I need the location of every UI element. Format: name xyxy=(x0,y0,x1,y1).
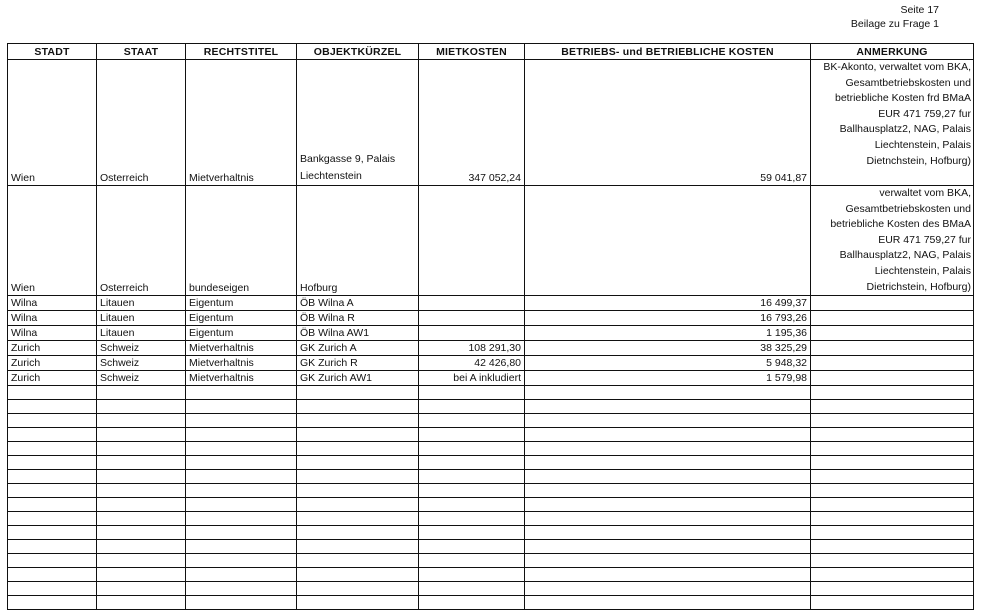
empty-cell xyxy=(97,470,186,484)
empty-cell xyxy=(525,386,811,400)
empty-row xyxy=(8,456,974,470)
cell-staat: Schweiz xyxy=(97,341,186,356)
empty-row xyxy=(8,414,974,428)
empty-cell xyxy=(186,554,297,568)
cell-staat: Litauen xyxy=(97,311,186,326)
empty-cell xyxy=(297,498,419,512)
empty-cell xyxy=(97,428,186,442)
empty-cell xyxy=(97,582,186,596)
cell-anmerkung: verwaltet vom BKA, Gesamtbetriebskosten und betriebliche Kosten des BMaA EUR 471 759,27 fur Ballhausplatz2, NAG, Palais Liechtenstein, Palais Dietrichstein, Hofburg) xyxy=(811,186,974,296)
empty-cell xyxy=(297,400,419,414)
empty-cell xyxy=(186,442,297,456)
cell-stadt: Zurich xyxy=(8,371,97,386)
empty-cell xyxy=(811,512,974,526)
empty-cell xyxy=(297,568,419,582)
empty-row xyxy=(8,554,974,568)
cell-mietkosten xyxy=(419,296,525,311)
empty-cell xyxy=(811,596,974,610)
empty-cell xyxy=(419,470,525,484)
cell-betriebskosten: 1 579,98 xyxy=(525,371,811,386)
empty-cell xyxy=(811,400,974,414)
empty-cell xyxy=(525,442,811,456)
empty-cell xyxy=(8,428,97,442)
cell-anmerkung xyxy=(811,311,974,326)
empty-cell xyxy=(297,428,419,442)
col-header-betriebskosten: BETRIEBS- und BETRIEBLICHE KOSTEN xyxy=(525,44,811,60)
empty-cell xyxy=(419,414,525,428)
cell-mietkosten: 42 426,80 xyxy=(419,356,525,371)
empty-cell xyxy=(811,470,974,484)
empty-cell xyxy=(186,428,297,442)
empty-cell xyxy=(297,456,419,470)
empty-cell xyxy=(186,596,297,610)
empty-cell xyxy=(525,428,811,442)
empty-cell xyxy=(297,554,419,568)
page-number: Seite 17 xyxy=(900,4,939,16)
empty-cell xyxy=(97,540,186,554)
empty-cell xyxy=(811,442,974,456)
empty-cell xyxy=(419,400,525,414)
attachment-label: Beilage zu Frage 1 xyxy=(850,18,939,30)
cell-mietkosten: bei A inkludiert xyxy=(419,371,525,386)
empty-row xyxy=(8,582,974,596)
cell-betriebskosten xyxy=(525,186,811,296)
empty-cell xyxy=(8,498,97,512)
empty-cell xyxy=(8,526,97,540)
cell-stadt: Zurich xyxy=(8,356,97,371)
empty-cell xyxy=(97,568,186,582)
cell-rechtstitel: bundeseigen xyxy=(186,186,297,296)
empty-cell xyxy=(8,414,97,428)
cell-rechtstitel: Eigentum xyxy=(186,311,297,326)
empty-cell xyxy=(97,554,186,568)
cell-rechtstitel: Eigentum xyxy=(186,326,297,341)
empty-cell xyxy=(811,582,974,596)
empty-cell xyxy=(525,512,811,526)
empty-cell xyxy=(97,456,186,470)
empty-cell xyxy=(97,512,186,526)
cell-staat: Osterreich xyxy=(97,186,186,296)
cell-objekt: Bankgasse 9, Palais Liechtenstein xyxy=(297,60,419,186)
empty-cell xyxy=(419,386,525,400)
empty-cell xyxy=(419,456,525,470)
empty-cell xyxy=(186,470,297,484)
cell-objekt: GK Zurich AW1 xyxy=(297,371,419,386)
empty-row xyxy=(8,512,974,526)
empty-cell xyxy=(297,540,419,554)
empty-cell xyxy=(186,386,297,400)
empty-cell xyxy=(8,484,97,498)
table-row xyxy=(8,186,974,296)
cell-anmerkung: BK-Akonto, verwaltet vom BKA, Gesamtbetriebskosten und betriebliche Kosten frd BMaA EUR 471 759,27 fur Ballhausplatz2, NAG, Palais Liechtenstein, Palais Dietnchstein, Hofburg) xyxy=(811,60,974,186)
cell-anmerkung xyxy=(811,341,974,356)
empty-cell xyxy=(97,484,186,498)
empty-cell xyxy=(419,512,525,526)
empty-cell xyxy=(186,400,297,414)
empty-cell xyxy=(297,582,419,596)
col-header-objektkuerzel: OBJEKTKÜRZEL xyxy=(297,44,419,60)
cell-betriebskosten: 1 195,36 xyxy=(525,326,811,341)
empty-cell xyxy=(419,498,525,512)
empty-cell xyxy=(811,568,974,582)
cell-objekt: ÖB Wilna A xyxy=(297,296,419,311)
empty-cell xyxy=(186,526,297,540)
empty-cell xyxy=(419,582,525,596)
col-header-rechtstitel: RECHTSTITEL xyxy=(186,44,297,60)
empty-cell xyxy=(811,456,974,470)
empty-cell xyxy=(8,400,97,414)
empty-cell xyxy=(811,414,974,428)
cell-rechtstitel: Eigentum xyxy=(186,296,297,311)
cell-mietkosten xyxy=(419,326,525,341)
empty-cell xyxy=(8,554,97,568)
empty-cell xyxy=(97,386,186,400)
cell-staat: Litauen xyxy=(97,326,186,341)
empty-row xyxy=(8,428,974,442)
empty-cell xyxy=(811,428,974,442)
empty-cell xyxy=(419,596,525,610)
cell-objekt: GK Zurich R xyxy=(297,356,419,371)
cell-rechtstitel: Mietverhaltnis xyxy=(186,341,297,356)
empty-cell xyxy=(8,582,97,596)
empty-cell xyxy=(811,484,974,498)
empty-cell xyxy=(419,554,525,568)
empty-cell xyxy=(297,526,419,540)
empty-cell xyxy=(8,456,97,470)
table-row xyxy=(8,296,974,311)
empty-cell xyxy=(419,428,525,442)
empty-cell xyxy=(186,568,297,582)
empty-cell xyxy=(97,526,186,540)
empty-row xyxy=(8,484,974,498)
empty-cell xyxy=(186,484,297,498)
cell-betriebskosten: 16 499,37 xyxy=(525,296,811,311)
empty-cell xyxy=(8,568,97,582)
empty-cell xyxy=(525,470,811,484)
empty-cell xyxy=(419,442,525,456)
cell-anmerkung xyxy=(811,326,974,341)
empty-cell xyxy=(419,540,525,554)
empty-cell xyxy=(186,456,297,470)
cell-betriebskosten: 38 325,29 xyxy=(525,341,811,356)
cell-anmerkung xyxy=(811,371,974,386)
table-row xyxy=(8,326,974,341)
table-row xyxy=(8,371,974,386)
table-row xyxy=(8,311,974,326)
empty-cell xyxy=(8,596,97,610)
empty-row xyxy=(8,526,974,540)
col-header-mietkosten: MIETKOSTEN xyxy=(419,44,525,60)
empty-cell xyxy=(297,442,419,456)
empty-cell xyxy=(8,442,97,456)
empty-cell xyxy=(297,512,419,526)
cell-anmerkung xyxy=(811,296,974,311)
header-row xyxy=(8,44,974,60)
empty-cell xyxy=(525,526,811,540)
empty-cell xyxy=(186,540,297,554)
empty-cell xyxy=(186,582,297,596)
empty-cell xyxy=(97,596,186,610)
empty-cell xyxy=(419,526,525,540)
empty-cell xyxy=(97,414,186,428)
empty-row xyxy=(8,386,974,400)
empty-row xyxy=(8,596,974,610)
empty-cell xyxy=(525,484,811,498)
col-header-stadt: STADT xyxy=(8,44,97,60)
cell-rechtstitel: Mietverhaltnis xyxy=(186,60,297,186)
empty-cell xyxy=(525,554,811,568)
empty-cell xyxy=(97,400,186,414)
empty-cell xyxy=(8,470,97,484)
cell-betriebskosten: 5 948,32 xyxy=(525,356,811,371)
cell-betriebskosten: 16 793,26 xyxy=(525,311,811,326)
table-row xyxy=(8,60,974,186)
empty-row xyxy=(8,470,974,484)
cell-objekt: ÖB Wilna R xyxy=(297,311,419,326)
empty-cell xyxy=(186,512,297,526)
empty-cell xyxy=(97,442,186,456)
empty-cell xyxy=(525,582,811,596)
cell-stadt: Wien xyxy=(8,186,97,296)
empty-cell xyxy=(186,414,297,428)
empty-cell xyxy=(297,484,419,498)
empty-cell xyxy=(525,540,811,554)
empty-row xyxy=(8,442,974,456)
cell-objekt: ÖB Wilna AW1 xyxy=(297,326,419,341)
empty-cell xyxy=(525,568,811,582)
cell-staat: Osterreich xyxy=(97,60,186,186)
empty-cell xyxy=(97,498,186,512)
cell-staat: Schweiz xyxy=(97,371,186,386)
empty-row xyxy=(8,400,974,414)
empty-row xyxy=(8,498,974,512)
empty-cell xyxy=(811,526,974,540)
cell-rechtstitel: Mietverhaltnis xyxy=(186,371,297,386)
empty-cell xyxy=(811,498,974,512)
cell-mietkosten xyxy=(419,186,525,296)
empty-cell xyxy=(525,400,811,414)
empty-cell xyxy=(8,540,97,554)
empty-cell xyxy=(525,456,811,470)
cell-mietkosten xyxy=(419,311,525,326)
empty-cell xyxy=(8,386,97,400)
empty-cell xyxy=(419,484,525,498)
cell-mietkosten: 347 052,24 xyxy=(419,60,525,186)
cell-staat: Litauen xyxy=(97,296,186,311)
empty-cell xyxy=(811,540,974,554)
cell-anmerkung xyxy=(811,356,974,371)
cell-objekt: GK Zurich A xyxy=(297,341,419,356)
table-row xyxy=(8,356,974,371)
cell-staat: Schweiz xyxy=(97,356,186,371)
costs-table xyxy=(7,43,974,610)
cell-stadt: Wilna xyxy=(8,326,97,341)
cell-stadt: Wien xyxy=(8,60,97,186)
empty-cell xyxy=(811,386,974,400)
col-header-staat: STAAT xyxy=(97,44,186,60)
empty-cell xyxy=(186,498,297,512)
cell-betriebskosten: 59 041,87 xyxy=(525,60,811,186)
empty-cell xyxy=(297,596,419,610)
cell-mietkosten: 108 291,30 xyxy=(419,341,525,356)
cell-rechtstitel: Mietverhaltnis xyxy=(186,356,297,371)
empty-cell xyxy=(525,596,811,610)
table-row xyxy=(8,341,974,356)
empty-cell xyxy=(297,386,419,400)
cell-stadt: Zurich xyxy=(8,341,97,356)
empty-row xyxy=(8,568,974,582)
empty-cell xyxy=(525,498,811,512)
empty-cell xyxy=(297,470,419,484)
empty-cell xyxy=(525,414,811,428)
empty-cell xyxy=(811,554,974,568)
col-header-anmerkung: ANMERKUNG xyxy=(811,44,974,60)
cell-stadt: Wilna xyxy=(8,296,97,311)
empty-cell xyxy=(419,568,525,582)
empty-cell xyxy=(297,414,419,428)
empty-row xyxy=(8,540,974,554)
cell-objekt: Hofburg xyxy=(297,186,419,296)
cell-stadt: Wilna xyxy=(8,311,97,326)
empty-cell xyxy=(8,512,97,526)
